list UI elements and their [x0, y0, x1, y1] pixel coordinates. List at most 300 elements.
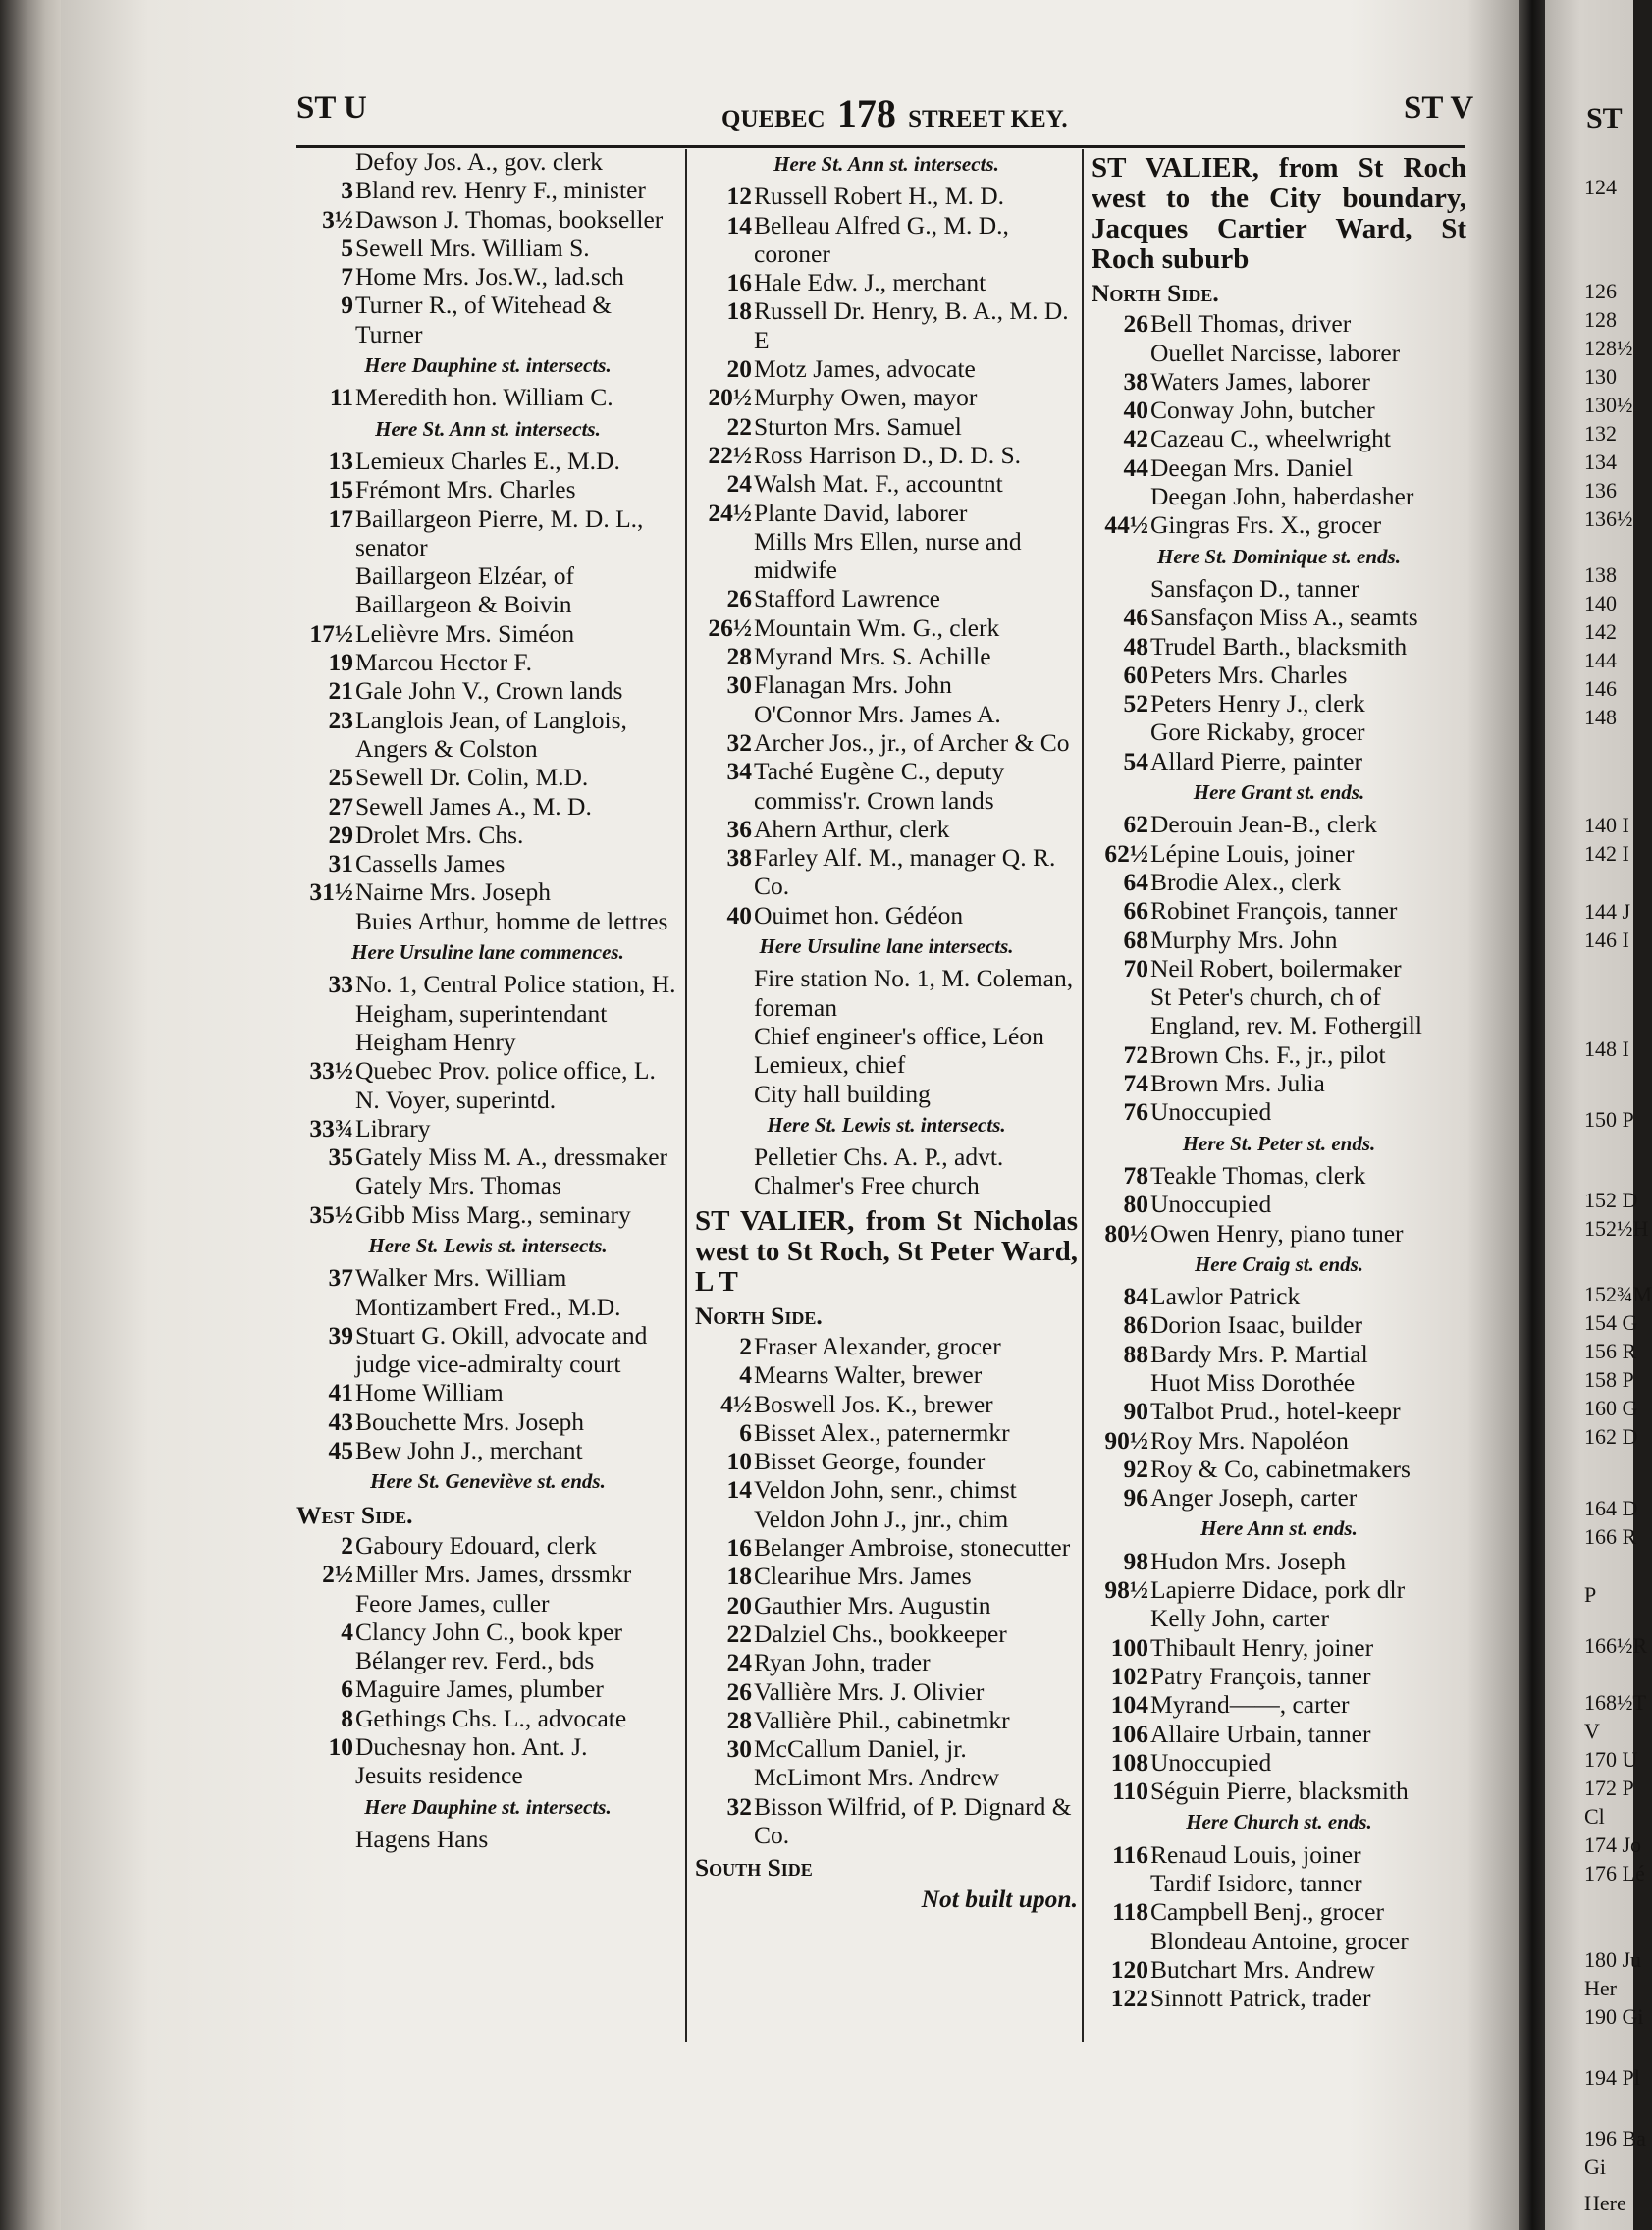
resident-text: Huot Miss Dorothée: [1150, 1367, 1356, 1397]
resident-text: Lawlor Patrick: [1150, 1282, 1301, 1311]
facing-page-fragment: 140 I: [1584, 813, 1629, 837]
directory-entry: [296, 1761, 679, 1789]
resident-text: Dalziel Chs., bookkeeper: [754, 1619, 1007, 1648]
street-intersection-note: Here Ursuline lane intersects.: [759, 934, 1014, 959]
house-number: 22: [726, 1619, 752, 1648]
resident-text: Lemieux Charles E., M.D.: [355, 446, 620, 475]
resident-text: Robinet François, tanner: [1150, 896, 1398, 926]
resident-text: Defoy Jos. A., gov. clerk: [355, 147, 603, 176]
resident-text: Brown Chs. F., jr., pilot: [1150, 1039, 1386, 1069]
facing-page-fragment: 172 P: [1584, 1776, 1634, 1800]
resident-text: Roy Mrs. Napoléon: [1150, 1425, 1349, 1455]
directory-entry: [296, 1114, 679, 1142]
house-number: 102: [1110, 1661, 1148, 1690]
house-number: 20: [726, 354, 752, 384]
directory-entry: [695, 441, 1078, 469]
resident-text: Bland rev. Henry F., minister: [355, 176, 646, 205]
house-number: 84: [1123, 1282, 1148, 1311]
directory-entry: [1092, 1927, 1466, 1955]
resident-text: Brodie Alex., clerk: [1150, 867, 1342, 896]
house-number: 15: [328, 475, 353, 504]
directory-entry: [695, 499, 1078, 527]
side-heading: North Side.: [695, 1301, 823, 1330]
resident-text: Lelièvre Mrs. Siméon: [355, 618, 575, 648]
facing-page-fragment: 130: [1584, 364, 1617, 389]
facing-page-fragment: Cl: [1584, 1804, 1605, 1829]
resident-text: Derouin Jean-B., clerk: [1150, 810, 1377, 839]
house-number: 26: [1123, 309, 1148, 339]
directory-entry: [296, 1200, 679, 1229]
book-gutter: [1519, 0, 1545, 2230]
directory-entry: [1092, 482, 1466, 510]
house-number: 92: [1123, 1454, 1148, 1483]
directory-entry: [296, 1674, 679, 1703]
resident-text: Gingras Frs. X., grocer: [1150, 510, 1382, 540]
directory-entry: [1092, 661, 1466, 689]
directory-entry: [1092, 1575, 1466, 1604]
facing-page-fragment: 170 U: [1584, 1747, 1638, 1772]
resident-text: Cassells James: [355, 849, 506, 878]
house-number: 18: [726, 1562, 752, 1591]
house-number: 44: [1123, 452, 1148, 482]
resident-text: Bisset Alex., paternermkr: [754, 1417, 1010, 1447]
directory-entry: [296, 1436, 679, 1464]
section-end-note: Not built upon.: [921, 1884, 1078, 1913]
resident-text: Roy & Co, cabinetmakers: [1150, 1454, 1411, 1483]
resident-text: No. 1, Central Police station, H. Heigham, superintendant: [355, 970, 676, 1028]
resident-text: Nairne Mrs. Joseph: [355, 877, 552, 907]
directory-entry: [1092, 1547, 1466, 1575]
street-intersection-note: Here Ann st. ends.: [1200, 1516, 1358, 1541]
directory-entry: [296, 1293, 679, 1321]
resident-text: Frémont Mrs. Charles: [355, 475, 576, 504]
house-number: 44½: [1104, 510, 1148, 540]
resident-text: McCallum Daniel, jr.: [754, 1734, 967, 1764]
resident-text: Sansfaçon D., tanner: [1150, 573, 1359, 603]
resident-text: Veldon John, senr., chimst: [754, 1475, 1017, 1505]
resident-text: Baillargeon Elzéar, of Baillargeon & Boivin: [355, 561, 574, 619]
street-intersection-note: Here St. Ann st. intersects.: [773, 152, 999, 176]
directory-entry: [1092, 1690, 1466, 1719]
resident-text: Patry François, tanner: [1150, 1661, 1371, 1690]
resident-text: Bardy Mrs. P. Martial: [1150, 1339, 1368, 1368]
directory-entry: [695, 1619, 1078, 1648]
resident-text: Langlois Jean, of Langlois, Angers & Colston: [355, 705, 627, 763]
facing-page-fragment: 134: [1584, 450, 1617, 474]
directory-entry: [695, 1648, 1078, 1676]
house-number: 110: [1112, 1777, 1148, 1806]
directory-entry: [695, 211, 1078, 269]
resident-text: Farley Alf. M., manager Q. R. Co.: [754, 843, 1056, 901]
house-number: 40: [1123, 396, 1148, 425]
house-number: 39: [328, 1320, 353, 1350]
directory-entry: [1092, 1368, 1466, 1397]
directory-entry: [695, 296, 1078, 354]
house-number: 48: [1123, 631, 1148, 661]
directory-entry: [296, 970, 679, 1028]
resident-text: Sewell Mrs. William S.: [355, 233, 590, 262]
resident-text: Clearihue Mrs. James: [754, 1562, 972, 1591]
house-number: 118: [1112, 1897, 1148, 1927]
house-number: 30: [726, 670, 752, 700]
house-number: 10: [726, 1447, 752, 1476]
resident-text: Stafford Lawrence: [754, 584, 940, 613]
facing-page-fragment: 142: [1584, 619, 1617, 644]
directory-entry: [1092, 1190, 1466, 1218]
directory-entry: [695, 1171, 1078, 1199]
house-number: 120: [1110, 1954, 1148, 1984]
house-number: 41: [328, 1378, 353, 1407]
facing-page: [1545, 0, 1652, 2230]
house-number: 122: [1110, 1984, 1148, 2013]
house-number: 22½: [708, 440, 752, 469]
resident-text: Turner R., of Witehead & Turner: [355, 291, 613, 348]
house-number: 26: [726, 584, 752, 613]
directory-entry: [695, 901, 1078, 929]
facing-page-fragment: 146 I: [1584, 928, 1629, 952]
facing-page-fragment: 148: [1584, 705, 1617, 729]
directory-entry: [296, 383, 679, 411]
house-number: 24: [726, 469, 752, 499]
column-2: [695, 147, 1078, 1913]
facing-page-fragment: 152½H: [1584, 1216, 1649, 1241]
directory-entry: [296, 1732, 679, 1761]
resident-text: Sewell James A., M. D.: [355, 791, 592, 821]
directory-entry: [296, 849, 679, 877]
resident-text: Drolet Mrs. Chs.: [355, 820, 524, 849]
house-number: 24½: [708, 498, 752, 527]
resident-text: Conway John, butcher: [1150, 396, 1375, 425]
house-number: 36: [726, 814, 752, 843]
house-number: 17½: [309, 618, 353, 648]
directory-entry: [296, 561, 679, 619]
resident-text: Owen Henry, piano tuner: [1150, 1218, 1404, 1248]
facing-page-fragment: 152¾M: [1584, 1282, 1652, 1306]
resident-text: Gale John V., Crown lands: [355, 676, 623, 706]
directory-entry: [1092, 632, 1466, 661]
side-heading: North Side.: [1092, 279, 1219, 307]
directory-entry: [296, 1056, 679, 1114]
directory-entry: [695, 964, 1078, 1022]
directory-entry: [1092, 510, 1466, 539]
house-number: 13: [328, 446, 353, 475]
directory-entry: [1092, 1748, 1466, 1777]
resident-text: Russell Robert H., M. D.: [754, 182, 1004, 211]
resident-text: Ryan John, trader: [754, 1648, 931, 1677]
resident-text: Deegan Mrs. Daniel: [1150, 452, 1354, 482]
directory-entry: [695, 584, 1078, 612]
directory-entry: [695, 843, 1078, 901]
house-number: 70: [1123, 953, 1148, 982]
page-number: 178: [836, 91, 896, 135]
resident-text: Myrand——, carter: [1150, 1690, 1350, 1720]
house-number: 28: [726, 1705, 752, 1734]
directory-entry: [296, 1589, 679, 1618]
directory-entry: [695, 757, 1078, 815]
house-number: 74: [1123, 1069, 1148, 1098]
house-number: 26: [726, 1676, 752, 1706]
directory-entry: [1092, 367, 1466, 396]
resident-text: Dawson J. Thomas, bookseller: [355, 204, 664, 234]
facing-page-fragment: 138: [1584, 562, 1617, 587]
street-section-title: ST VALIER, from St Nicholas west to St Roch, St Peter Ward, L T: [695, 1204, 1078, 1298]
directory-entry: [1092, 1483, 1466, 1512]
header-center: [721, 90, 1068, 136]
directory-entry: [296, 1263, 679, 1292]
directory-entry: [1092, 1310, 1466, 1339]
resident-text: Kelly John, carter: [1150, 1604, 1329, 1633]
directory-entry: [695, 1332, 1078, 1360]
directory-entry: [296, 1171, 679, 1199]
house-number: 46: [1123, 603, 1148, 632]
house-number: 11: [329, 383, 353, 412]
house-number: 43: [328, 1407, 353, 1436]
resident-text: Montizambert Fred., M.D.: [355, 1292, 621, 1321]
facing-page-fragment: 132: [1584, 421, 1617, 446]
directory-entry: [695, 1677, 1078, 1706]
resident-text: Séguin Pierre, blacksmith: [1150, 1777, 1409, 1806]
directory-entry: [1092, 1219, 1466, 1248]
resident-text: Renaud Louis, joiner: [1150, 1839, 1361, 1869]
house-number: 86: [1123, 1310, 1148, 1340]
directory-entry: [695, 354, 1078, 383]
house-number: 96: [1123, 1483, 1148, 1513]
directory-entry: [296, 447, 679, 475]
resident-text: Sinnott Patrick, trader: [1150, 1984, 1371, 2013]
resident-text: Peters Henry J., clerk: [1150, 689, 1365, 718]
facing-page-fragment: 160 G: [1584, 1396, 1638, 1420]
house-number: 35½: [309, 1199, 353, 1229]
house-number: 32: [726, 727, 752, 757]
resident-text: Vallière Mrs. J. Olivier: [754, 1676, 985, 1706]
house-number: 38: [1123, 366, 1148, 396]
facing-page-fragment: 174 Jo: [1584, 1832, 1642, 1857]
directory-entry: [1092, 603, 1466, 631]
resident-text: Mills Mrs Ellen, nurse and midwife: [754, 526, 1022, 585]
facing-page-fragment: 162 D: [1584, 1424, 1638, 1449]
house-number: 32: [726, 1791, 752, 1821]
header-right: ST V: [1404, 90, 1474, 126]
house-number: 6: [341, 1674, 353, 1704]
book-binding-edge: [0, 0, 61, 2230]
directory-entry: [1092, 1069, 1466, 1097]
resident-text: Gauthier Mrs. Augustin: [754, 1590, 991, 1619]
directory-entry: [695, 1390, 1078, 1418]
resident-text: Sewell Dr. Colin, M.D.: [355, 763, 589, 792]
house-number: 80½: [1104, 1218, 1148, 1248]
directory-entry: [296, 205, 679, 234]
directory-entry: [695, 642, 1078, 670]
resident-text: Dorion Isaac, builder: [1150, 1310, 1362, 1340]
resident-text: Meredith hon. William C.: [355, 383, 613, 412]
house-number: 3: [341, 176, 353, 205]
resident-text: Bisset George, founder: [754, 1447, 986, 1476]
house-number: 45: [328, 1436, 353, 1465]
directory-entry: [1092, 839, 1466, 868]
house-number: 7: [341, 262, 353, 292]
house-number: 17: [328, 504, 353, 533]
resident-text: Boswell Jos. K., brewer: [754, 1389, 993, 1418]
resident-text: Brown Mrs. Julia: [1150, 1069, 1325, 1098]
resident-text: Ouimet hon. Gédéon: [754, 900, 964, 929]
directory-entry: [1092, 396, 1466, 424]
house-number: 88: [1123, 1339, 1148, 1368]
resident-text: Plante David, laborer: [754, 498, 968, 527]
resident-text: Gately Mrs. Thomas: [355, 1171, 561, 1200]
facing-page-fragment: 166½R: [1584, 1633, 1648, 1658]
resident-text: Neil Robert, boilermaker: [1150, 953, 1402, 982]
directory-entry: [695, 1360, 1078, 1389]
resident-text: Blondeau Antoine, grocer: [1150, 1926, 1409, 1955]
resident-text: Murphy Owen, mayor: [754, 383, 978, 412]
house-number: 64: [1123, 867, 1148, 896]
house-number: 33¾: [309, 1113, 353, 1142]
directory-entry: [1092, 424, 1466, 452]
house-number: 25: [328, 763, 353, 792]
directory-entry: [695, 1792, 1078, 1850]
resident-text: Marcou Hector F.: [355, 648, 532, 677]
house-number: 34: [726, 757, 752, 786]
resident-text: St Peter's church, ch of England, rev. M. Fothergill: [1150, 982, 1422, 1040]
directory-entry: [1092, 896, 1466, 925]
directory-entry: [1092, 1777, 1466, 1805]
resident-text: City hall building: [754, 1079, 931, 1108]
directory-entry: [296, 792, 679, 821]
facing-page-fragment: P: [1584, 1582, 1597, 1607]
resident-text: Gately Miss M. A., dressmaker: [355, 1142, 668, 1172]
resident-text: Flanagan Mrs. John: [754, 670, 952, 700]
facing-page-fragment: 196 Ba: [1584, 2126, 1646, 2150]
resident-text: Butchart Mrs. Andrew: [1150, 1954, 1375, 1984]
directory-entry: [296, 291, 679, 348]
resident-text: Walsh Mat. F., accountnt: [754, 469, 1003, 499]
directory-entry: [296, 763, 679, 791]
resident-text: Ouellet Narcisse, laborer: [1150, 338, 1401, 367]
resident-text: Motz James, advocate: [754, 354, 976, 384]
directory-entry: [296, 1646, 679, 1674]
resident-text: Peters Mrs. Charles: [1150, 660, 1348, 689]
directory-entry: [296, 1378, 679, 1407]
directory-entry: [695, 613, 1078, 642]
house-number: 90½: [1104, 1425, 1148, 1455]
resident-text: Hale Edw. J., merchant: [754, 268, 986, 297]
column-divider-1: [685, 149, 687, 2042]
directory-entry: [1092, 1455, 1466, 1483]
facing-page-fragment: 140: [1584, 591, 1617, 615]
house-number: 9: [341, 291, 353, 320]
directory-entry: [695, 670, 1078, 699]
resident-text: Hagens Hans: [355, 1824, 489, 1853]
house-number: 62: [1123, 810, 1148, 839]
resident-text: Bisson Wilfrid, of P. Dignard & Co.: [754, 1791, 1072, 1850]
house-number: 33½: [309, 1056, 353, 1086]
resident-text: Ahern Arthur, clerk: [754, 814, 950, 843]
column-divider-2: [1082, 149, 1084, 2042]
directory-entry: [695, 700, 1078, 728]
directory-entry: [296, 1825, 679, 1853]
house-number: 23: [328, 705, 353, 734]
directory-entry: [1092, 1426, 1466, 1455]
resident-text: Myrand Mrs. S. Achille: [754, 642, 991, 671]
directory-entry: [695, 815, 1078, 843]
facing-page-fragment: 146: [1584, 676, 1617, 701]
resident-text: Teakle Thomas, clerk: [1150, 1160, 1366, 1190]
house-number: 2: [341, 1530, 353, 1560]
facing-page-fragment: 156 R: [1584, 1339, 1637, 1363]
directory-entry: [695, 1562, 1078, 1590]
street-intersection-note: Here St. Lewis st. intersects.: [368, 1233, 608, 1257]
facing-page-fragment: 152 D: [1584, 1188, 1638, 1212]
resident-text: Home Mrs. Jos.W., lad.sch: [355, 262, 624, 292]
directory-entry: [695, 1475, 1078, 1504]
directory-entry: [296, 1704, 679, 1732]
resident-text: Campbell Benj., grocer: [1150, 1897, 1384, 1927]
house-number: 30: [726, 1734, 752, 1764]
resident-text: Veldon John J., jnr., chim: [754, 1504, 1009, 1533]
resident-text: Maguire James, plumber: [355, 1674, 604, 1704]
directory-entry: [1092, 1984, 1466, 2012]
directory-entry: [1092, 339, 1466, 367]
resident-text: Miller Mrs. James, drssmkr: [355, 1560, 632, 1589]
directory-entry: [695, 1447, 1078, 1475]
directory-entry: [695, 412, 1078, 441]
facing-page-fragment: 190 Gi: [1584, 2004, 1644, 2029]
directory-entry: [695, 1706, 1078, 1734]
directory-entry: [695, 1763, 1078, 1791]
house-number: 90: [1123, 1397, 1148, 1426]
house-number: 54: [1123, 746, 1148, 775]
facing-page-fragment: Her: [1584, 1976, 1617, 2000]
street-intersection-note: Here St. Geneviève st. ends.: [370, 1469, 606, 1494]
directory-entry: [1092, 689, 1466, 717]
house-number: 68: [1123, 925, 1148, 954]
directory-entry: [1092, 717, 1466, 746]
directory-entry: [1092, 1897, 1466, 1926]
directory-entry: [695, 527, 1078, 585]
street-intersection-note: Here Craig st. ends.: [1194, 1251, 1364, 1276]
directory-entry: [296, 147, 679, 176]
resident-text: Duchesnay hon. Ant. J.: [355, 1732, 588, 1762]
directory-entry: [296, 504, 679, 562]
directory-entry: [1092, 1720, 1466, 1748]
resident-text: Pelletier Chs. A. P., advt.: [754, 1142, 1004, 1172]
street-intersection-note: Here Dauphine st. intersects.: [364, 1794, 612, 1819]
house-number: 22: [726, 411, 752, 441]
facing-page-fragment: 128½: [1584, 336, 1633, 360]
house-number: 10: [328, 1732, 353, 1762]
street-section-title: ST VALIER, from St Roch west to the City boundary, Jacques Cartier Ward, St Roch suburb: [1092, 152, 1466, 275]
directory-entry: [695, 383, 1078, 411]
house-number: 8: [341, 1703, 353, 1732]
facing-page-fragment: 180 Ju: [1584, 1947, 1642, 1972]
directory-entry: [695, 1080, 1078, 1108]
directory-entry: [296, 262, 679, 291]
directory-entry: [296, 1531, 679, 1560]
facing-page-fragment: 176 Lé: [1584, 1861, 1645, 1885]
directory-entry: [1092, 810, 1466, 838]
house-number: 37: [328, 1263, 353, 1293]
side-heading: West Side.: [296, 1500, 413, 1529]
facing-page-fragment: 124: [1584, 175, 1617, 199]
house-number: 26½: [708, 612, 752, 642]
resident-text: Unoccupied: [1150, 1190, 1272, 1219]
house-number: 18: [726, 296, 752, 326]
facing-page-fragment: 150 P: [1584, 1107, 1634, 1132]
house-number: 19: [328, 648, 353, 677]
resident-text: Buies Arthur, homme de lettres: [355, 906, 668, 935]
facing-page-fragment: 144: [1584, 648, 1617, 672]
facing-page-fragment: Gi: [1584, 2154, 1606, 2179]
